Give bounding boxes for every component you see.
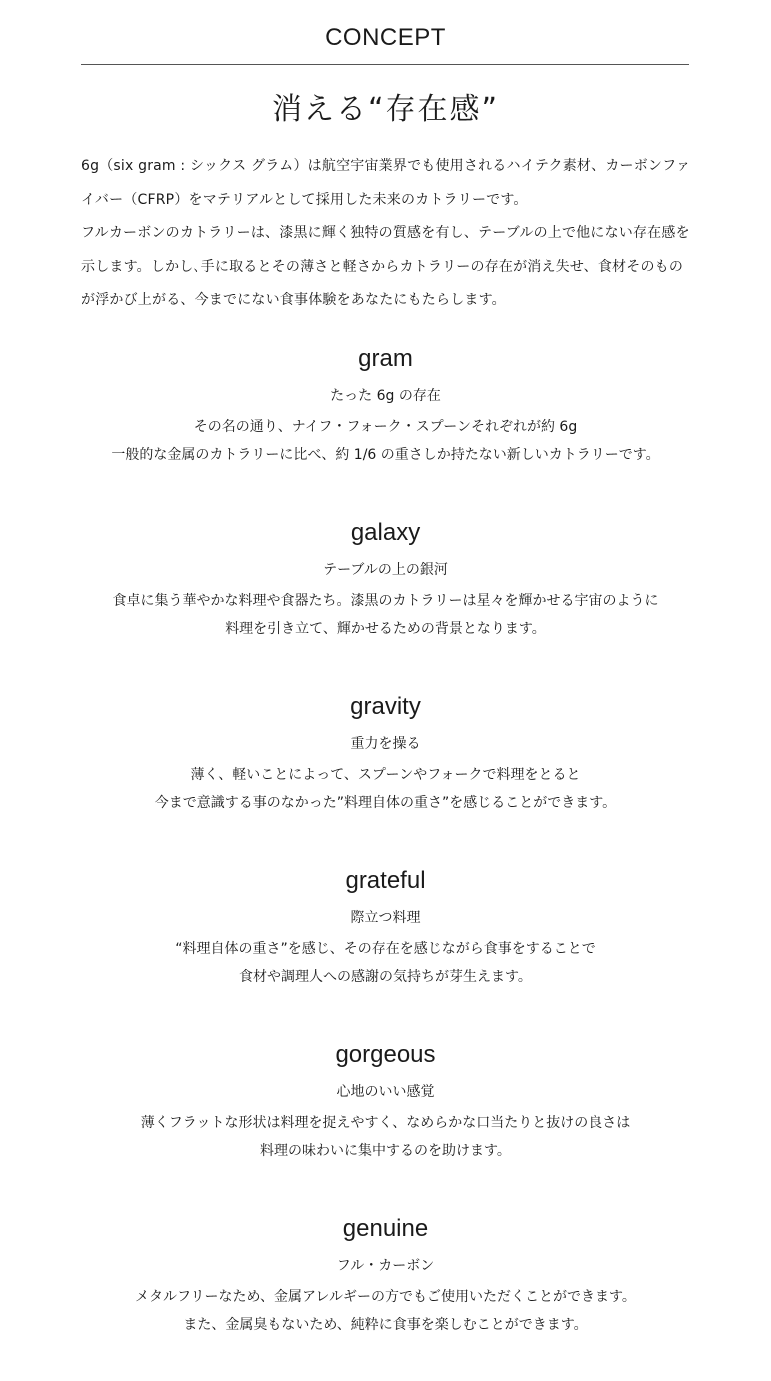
feature-subtitle: 重力を操る	[350, 736, 421, 752]
header-divider	[81, 64, 689, 65]
feature-title: grateful	[345, 867, 426, 894]
feature-description	[0, 1283, 771, 1339]
feature-description-line: 食材や調理人への感謝の気持ちが芽生えます。	[239, 969, 532, 985]
feature-subtitle: 心地のいい感覚	[336, 1084, 435, 1100]
feature-title: gram	[358, 345, 413, 372]
feature-description-line: 一般的な金属のカトラリーに比べ、約 1/6 の重さしか持たない新しいカトラリーです。	[111, 447, 660, 463]
intro-paragraph: フルカーボンのカトラリーは、漆黒に輝く独特の質感を有し、テーブルの上で他にない存在感を示します。しかし､手に取るとその薄さと軽さからカトラリーの存在が消え失せ、食材そのものが浮かび上がる、今までにない食事体験をあなたにもたらします。	[81, 225, 690, 309]
feature-subtitle: たった 6g の存在	[330, 388, 441, 404]
feature-section-gorgeous	[0, 1033, 771, 1207]
feature-title: gorgeous	[335, 1041, 436, 1068]
feature-description-line: その名の通り、ナイフ・フォーク・スプーンそれぞれが約 6g	[193, 419, 578, 435]
feature-description-line: “料理自体の重さ”を感じ、その存在を感じながら食事をすることで	[175, 941, 596, 957]
feature-description-line: また、金属臭もないため、純粋に食事を楽しむことができます。	[183, 1317, 588, 1333]
feature-description	[0, 413, 771, 469]
feature-title: galaxy	[350, 519, 421, 546]
concept-heading: 消える“存在感”	[271, 92, 500, 127]
feature-section-genuine	[0, 1207, 771, 1381]
feature-description	[0, 587, 771, 643]
feature-subtitle: フル・カーボン	[336, 1258, 435, 1274]
feature-section-gravity	[0, 685, 771, 859]
section-header-title: CONCEPT	[325, 24, 446, 51]
feature-description	[0, 1109, 771, 1165]
feature-subtitle: テーブルの上の銀河	[323, 562, 448, 578]
feature-description	[0, 935, 771, 991]
feature-description-line: メタルフリーなため、金属アレルギーの方でもご使用いただくことができます。	[135, 1289, 636, 1305]
feature-title: genuine	[342, 1215, 429, 1242]
feature-description-line: 料理の味わいに集中するのを助けます。	[260, 1143, 511, 1159]
feature-description-line: 今まで意識する事のなかった”料理自体の重さ”を感じることができます。	[154, 795, 617, 811]
feature-description-line: 料理を引き立て、輝かせるための背景となります。	[225, 621, 546, 637]
feature-title: gravity	[350, 693, 421, 720]
feature-sections	[0, 337, 771, 1381]
feature-section-grateful	[0, 859, 771, 1033]
intro-text	[81, 150, 693, 318]
feature-description	[0, 761, 771, 817]
feature-subtitle: 際立つ料理	[350, 910, 421, 926]
feature-description-line: 薄くフラットな形状は料理を捉えやすく、なめらかな口当たりと抜けの良さは	[140, 1115, 631, 1131]
feature-description-line: 食卓に集う華やかな料理や食器たち。漆黒のカトラリーは星々を輝かせる宇宙のように	[112, 593, 659, 609]
intro-paragraph: 6g（six gram : シックス グラム）は航空宇宙業界でも使用されるハイテク素材、カーボンファイバー（CFRP）をマテリアルとして採用した未来のカトラリーです。	[81, 158, 691, 208]
feature-section-galaxy	[0, 511, 771, 685]
feature-section-gram	[0, 337, 771, 511]
feature-description-line: 薄く、軽いことによって、スプーンやフォークで料理をとると	[190, 767, 581, 783]
